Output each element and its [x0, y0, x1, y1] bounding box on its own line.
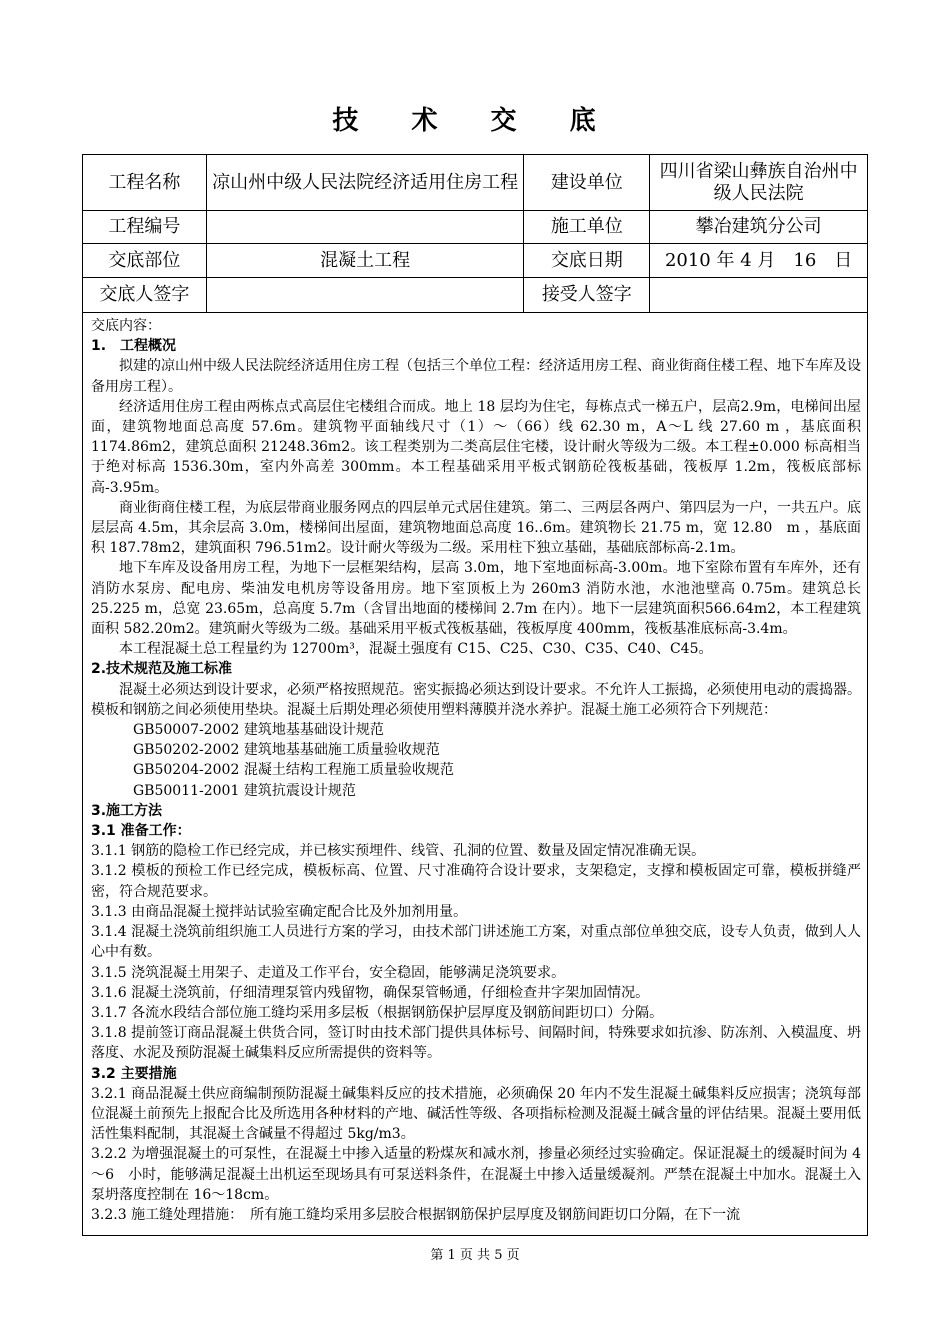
- list-item: 3.1.1 钢筋的隐检工作已经完成，并已核实预埋件、线管、孔洞的位置、数量及固定情况准确无误。: [91, 843, 706, 860]
- signer-value: [206, 278, 524, 313]
- content-section: [82, 312, 868, 1236]
- page-footer: 第 1 页 共 5 页: [430, 1248, 520, 1263]
- list-item: 3.2.3 施工缝处理措施： 所有施工缝均采用多层胶合根据钢筋保护层厚度及钢筋间距切口分隔，在下一流: [91, 1206, 741, 1223]
- receiver-value: [650, 278, 868, 313]
- section-2-title: 2.技术规范及施工标准: [91, 661, 233, 678]
- part-value: 混凝土工程: [206, 244, 524, 278]
- constructor-label: 施工单位: [524, 211, 650, 244]
- paragraph: 商业街商住楼工程，为底层带商业服务网点的四层单元式居住建筑。第二、三两层各两户、第四层为一户，一共五户。底层层高 4.5m，其余层高 3.0m，楼梯间出屋面，建筑物地面总高度 16..6m。建筑物长 21.75 m，宽 12.80 m ，基底面积 187.78m2，建筑面积 796.51m2。设计耐火等级为二级。采用柱下独立基础，基础底部标高-2.1m。: [91, 499, 861, 557]
- section-3-2-title: 3.2 主要措施: [91, 1065, 177, 1082]
- project-name-value: 凉山州中级人民法院经济适用住房工程: [206, 155, 524, 211]
- standard-item: GB50007-2002 建筑地基基础设计规范: [133, 722, 384, 739]
- signer-label: 交底人签字: [83, 278, 207, 313]
- receiver-label: 接受人签字: [524, 278, 650, 313]
- builder-value: 四川省梁山彝族自治州中级人民法院: [650, 155, 868, 211]
- date-value: 2010 年 4 月 16 日: [650, 244, 868, 278]
- part-label: 交底部位: [83, 244, 207, 278]
- standard-item: GB50204-2002 混凝土结构工程施工质量验收规范: [133, 762, 454, 779]
- project-no-value: [206, 211, 524, 244]
- standard-item: GB50011-2001 建筑抗震设计规范: [133, 782, 356, 799]
- paragraph: 本工程混凝土总工程量约为 12700m³，混凝土强度有 C15、C25、C30、C35、C40、C45。: [119, 641, 713, 658]
- document-title: 技 术 交 底: [332, 106, 618, 136]
- list-item: 3.2.1 商品混凝土供应商编制预防混凝土碱集料反应的技术措施，必须确保 20 年内不发生混凝土碱集料反应损害；浇筑每部位混凝土前预先上报配合比及所选用各种材料的产地、碱活性等级、各项指标检测及混凝土碱含量的评估结果。混凝土要用低活性集料配制，其混凝土含碱量不得超过 5kg/m3。: [91, 1085, 861, 1143]
- section-3-title: 3.施工方法: [91, 802, 163, 819]
- builder-label: 建设单位: [524, 155, 650, 211]
- list-item: 3.1.2 模板的预检工作已经完成，模板标高、位置、尺寸准确符合设计要求，支架稳定，支撑和模板固定可靠，模板拼缝严密，符合规范要求。: [91, 863, 861, 900]
- constructor-value: 攀冶建筑分公司: [650, 211, 868, 244]
- paragraph: 地下车库及设备用房工程，为地下一层框架结构，层高 3.0m，地下室地面标高-3.00m。地下室除布置有车库外，还有消防水泵房、配电房、柴油发电机房等设备用房。地下室顶板上为 260m3 消防水池，水池池壁高 0.75m。建筑总长 25.225 m，总宽 23.65m，总高度 5.7m（含冒出地面的楼梯间 2.7m 在内）。地下一层建筑面积566.64m2，本工程建筑面积 582.20m2。建筑耐火等级为二级。基础采用平板式筏板基础，筏板厚度 400mm，筏板基准底标高-3.4m。: [91, 560, 861, 638]
- project-no-label: 工程编号: [83, 211, 207, 244]
- list-item: 3.1.8 提前签订商品混凝土供货合同，签订时由技术部门提供具体标号、间隔时间，特殊要求如抗渗、防冻剂、入模温度、坍落度、水泥及预防混凝土碱集料反应所需提供的资料等。: [91, 1025, 861, 1062]
- paragraph: 拟建的凉山州中级人民法院经济适用住房工程（包括三个单位工程：经济适用房工程、商业街商住楼工程、地下车库及设备用房工程）。: [91, 358, 861, 395]
- section-3-1-title: 3.1 准备工作：: [91, 823, 191, 840]
- list-item: 3.1.3 由商品混凝土搅拌站试验室确定配合比及外加剂用量。: [91, 903, 468, 920]
- content-intro: 交底内容：: [91, 318, 161, 334]
- section-1-title: 1. 工程概况: [91, 338, 177, 355]
- list-item: 3.1.6 混凝土浇筑前，仔细清理泵管内残留物，确保泵管畅通，仔细检查井字架加固情况。: [91, 984, 650, 1001]
- list-item: 3.2.2 为增强混凝土的可泵性，在混凝土中掺入适量的粉煤灰和减水剂，掺量必须经过实验确定。保证混凝土的缓凝时间为 4～6 小时，能够满足混凝土出机运至现场具有可泵送料条件，在混凝土中掺入适量缓凝剂。严禁在混凝土中加水。混凝土入泵坍落度控制在 16～18cm。: [91, 1146, 861, 1203]
- list-item: 3.1.5 浇筑混凝土用架子、走道及工作平台，安全稳固，能够满足浇筑要求。: [91, 964, 566, 981]
- info-table: [82, 154, 868, 313]
- project-name-label: 工程名称: [83, 155, 207, 211]
- standard-item: GB50202-2002 建筑地基基础施工质量验收规范: [133, 742, 440, 759]
- paragraph: 混凝土必须达到设计要求，必须严格按照规范。密实振捣必须达到设计要求。不允许人工振捣，必须使用电动的震捣器。模板和钢筋之间必须使用垫块。混凝土后期处理必须使用塑料薄膜并浇水养护。混凝土施工必须符合下列规范：: [91, 681, 861, 718]
- list-item: 3.1.4 混凝土浇筑前组织施工人员进行方案的学习，由技术部门讲述施工方案，对重点部位单独交底，设专人负责，做到人人心中有数。: [91, 924, 861, 961]
- paragraph: 经济适用住房工程由两栋点式高层住宅楼组合而成。地上 18 层均为住宅，每栋点式一梯五户，层高2.9m，电梯间出屋面，建筑物地面总高度 57.6m。建筑物平面轴线尺寸（1）～（66）线 62.30 m，A～L 线 27.60 m ，基底面积 1174.86m2，建筑总面积 21248.36m2。该工程类别为二类高层住宅楼，设计耐火等级为二级。本工程±0.000 标高相当于绝对标高 1536.30m，室内外高差 300mm。本工程基础采用平板式钢筋砼筏板基础，筏板厚 1.2m，筏板底部标高-3.95m。: [91, 398, 861, 496]
- list-item: 3.1.7 各流水段结合部位施工缝均采用多层板（根据钢筋保护层厚度及钢筋间距切口）分隔。: [91, 1004, 664, 1021]
- date-label: 交底日期: [524, 244, 650, 278]
